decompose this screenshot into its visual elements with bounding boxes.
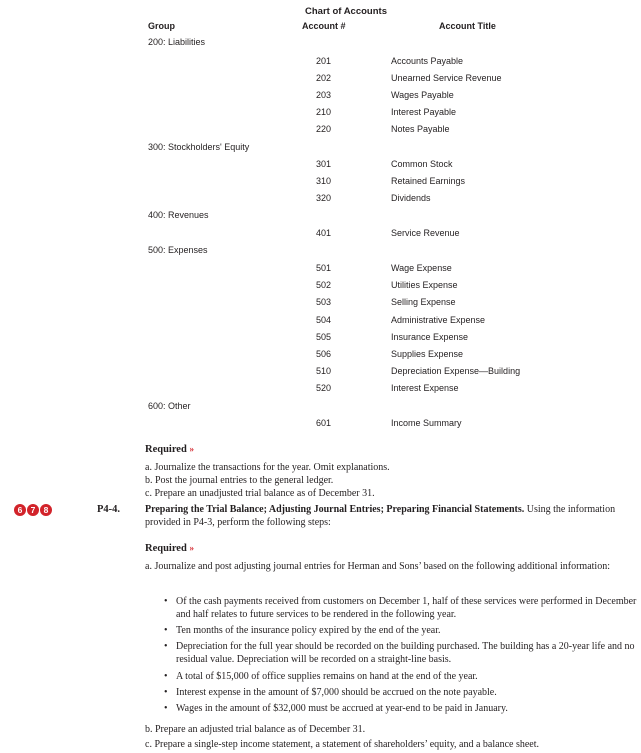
account-title: Wage Expense: [391, 263, 452, 273]
problem-statement: [145, 503, 629, 529]
account-number: 210: [316, 107, 332, 117]
account-title: Retained Earnings: [391, 176, 466, 186]
group-label-expenses: 500: Expenses: [148, 245, 208, 255]
problem-title: Preparing the Trial Balance; Adjusting Journal Entries; Preparing Financial Statements.: [145, 504, 525, 515]
bullet-icon: •: [164, 671, 168, 682]
account-title: Accounts Payable: [391, 56, 464, 66]
bullet-text: Ten months of the insurance policy expired by the end of the year.: [176, 625, 441, 636]
account-number: 401: [316, 228, 332, 238]
required-label: Required: [145, 444, 187, 455]
chevron-right-icon: »: [189, 444, 194, 454]
objective-badge: 7: [27, 504, 39, 516]
account-number: 203: [316, 90, 332, 100]
required-heading: [145, 444, 194, 455]
account-title: Selling Expense: [391, 297, 456, 307]
account-number: 320: [316, 193, 332, 203]
account-number: 220: [316, 124, 332, 134]
account-number: 310: [316, 176, 332, 186]
group-label-revenues: 400: Revenues: [148, 210, 209, 220]
bullet-text: Depreciation for the full year should be recorded on the building purchased. The building has a 20-year life and no residual value. Depreciation will be recorded on a straight-line basis.: [176, 641, 635, 665]
account-title: Dividends: [391, 193, 431, 203]
bullet-item: [164, 624, 641, 637]
column-header-group: Group: [148, 21, 175, 31]
bullet-item: [164, 702, 641, 715]
account-title: Insurance Expense: [391, 332, 469, 342]
chart-title: Chart of Accounts: [305, 6, 387, 17]
account-number: 502: [316, 280, 332, 290]
required-2-item-c: c. Prepare a single-step income statement, a statement of shareholders’ equity, and a balance sheet.: [145, 739, 540, 750]
bullet-item: [164, 670, 641, 683]
bullet-item: [164, 595, 641, 621]
account-title: Income Summary: [391, 418, 462, 428]
account-number: 503: [316, 297, 332, 307]
objective-badge: 8: [40, 504, 52, 516]
account-title: Interest Expense: [391, 383, 459, 393]
account-title: Unearned Service Revenue: [391, 73, 502, 83]
bullet-icon: •: [164, 703, 168, 714]
bullet-item: [164, 640, 641, 666]
account-number: 504: [316, 315, 332, 325]
account-title: Utilities Expense: [391, 280, 458, 290]
bullet-icon: •: [164, 687, 168, 698]
bullet-icon: •: [164, 596, 168, 607]
chevron-right-icon: »: [189, 543, 194, 553]
column-header-account-title: Account Title: [439, 21, 496, 31]
account-title: Interest Payable: [391, 107, 457, 117]
account-title: Wages Payable: [391, 90, 454, 100]
group-label-liabilities: 200: Liabilities: [148, 37, 206, 47]
bullet-text: Interest expense in the amount of $7,000 should be accrued on the note payable.: [176, 687, 497, 698]
bullet-icon: •: [164, 625, 168, 636]
account-number: 201: [316, 56, 332, 66]
required-label: Required: [145, 543, 187, 554]
account-number: 506: [316, 349, 332, 359]
required-2-item-a: a. Journalize and post adjusting journal entries for Herman and Sons’ based on the following additional information:: [145, 561, 610, 572]
bullet-text: A total of $15,000 of office supplies remains on hand at the end of the year.: [176, 671, 478, 682]
required-item-a: a. Journalize the transactions for the year. Omit explanations.: [145, 462, 390, 473]
account-number: 202: [316, 73, 332, 83]
group-label-other: 600: Other: [148, 401, 191, 411]
required-item-c: c. Prepare an unadjusted trial balance as of December 31.: [145, 488, 375, 499]
problem-number: P4-4.: [97, 504, 121, 515]
bullet-text: Of the cash payments received from customers on December 1, half of these services were performed in December and half relates to future services to be rendered in the following year.: [176, 596, 637, 620]
account-title: Supplies Expense: [391, 349, 464, 359]
bullet-text: Wages in the amount of $32,000 must be accrued at year-end to be paid in January.: [176, 703, 508, 714]
bullet-icon: •: [164, 641, 168, 652]
account-number: 510: [316, 366, 332, 376]
account-title: Administrative Expense: [391, 315, 486, 325]
required-2-item-b: b. Prepare an adjusted trial balance as of December 31.: [145, 724, 366, 735]
required-heading-2: [145, 543, 194, 554]
group-label-equity: 300: Stockholders' Equity: [148, 142, 250, 152]
bullet-item: [164, 686, 641, 699]
account-number: 520: [316, 383, 332, 393]
account-number: 505: [316, 332, 332, 342]
account-title: Service Revenue: [391, 228, 460, 238]
required-item-b: b. Post the journal entries to the general ledger.: [145, 475, 334, 486]
problem-intro: Using the information provided in P4-3, perform the following steps:: [145, 504, 616, 528]
account-number: 501: [316, 263, 332, 273]
account-title: Common Stock: [391, 159, 453, 169]
account-number: 301: [316, 159, 332, 169]
objective-badge: 6: [14, 504, 26, 516]
account-title: Depreciation Expense—Building: [391, 366, 521, 376]
learning-objective-badges: [14, 504, 52, 516]
account-number: 601: [316, 418, 332, 428]
column-header-account-number: Account #: [302, 21, 346, 31]
account-title: Notes Payable: [391, 124, 450, 134]
